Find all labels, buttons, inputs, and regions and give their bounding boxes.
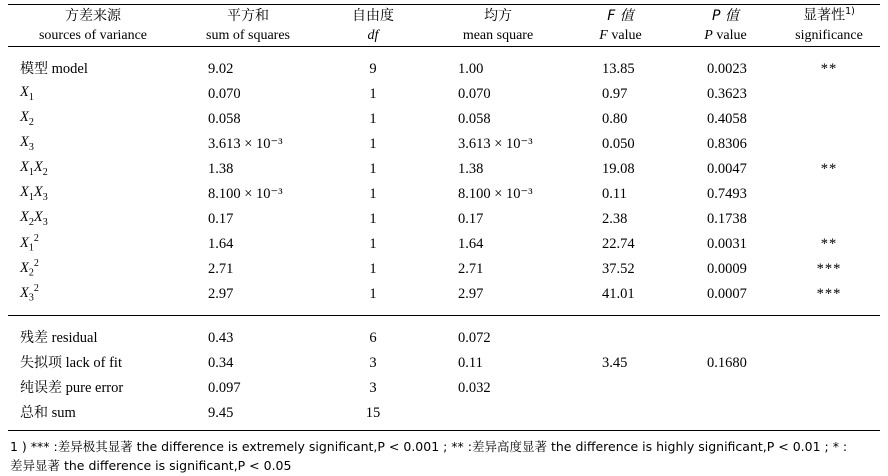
row-sig: *** — [816, 285, 842, 302]
row-source — [8, 400, 178, 425]
table-row — [8, 400, 880, 425]
row-var2-sub: 2 — [42, 166, 48, 178]
header-en-sig: significance — [795, 27, 863, 43]
row-source — [8, 181, 178, 206]
header-en-source: sources of variance — [38, 27, 148, 43]
header-cn-df: 自由度 — [352, 7, 394, 24]
row-ms: 0.17 — [458, 210, 484, 227]
header-cell-source — [8, 5, 178, 47]
row-source — [8, 325, 178, 350]
row-p — [673, 375, 778, 400]
row-source — [8, 350, 178, 375]
row-ss: 2.97 — [208, 285, 234, 302]
row-ms: 1.64 — [458, 235, 484, 252]
row-var-sub: 1 — [28, 166, 34, 178]
row-source — [8, 106, 178, 131]
row-ms: 0.070 — [458, 85, 491, 102]
row-var: X — [20, 208, 29, 225]
table-footnote — [8, 438, 880, 476]
table-bottom-rule — [8, 425, 880, 431]
row-p: 0.0007 — [707, 285, 747, 302]
row-df: 9 — [369, 60, 377, 77]
row-f: 13.85 — [602, 60, 635, 77]
anova-table — [8, 4, 880, 431]
row-source-en: sum — [51, 404, 76, 421]
row-var2: X — [33, 183, 43, 200]
spacer — [8, 47, 880, 57]
row-var: X — [20, 133, 29, 150]
row-sig — [778, 206, 880, 231]
row-ss: 1.64 — [208, 235, 234, 252]
row-var-sub: 2 — [28, 267, 34, 279]
row-ss: 3.613 × 10⁻³ — [208, 135, 283, 152]
row-var-pow: 2 — [33, 232, 39, 244]
row-f: 22.74 — [602, 235, 635, 252]
table-row — [8, 231, 880, 256]
row-source-cn: 纯误差 — [20, 379, 62, 396]
row-sig — [778, 325, 880, 350]
row-df: 1 — [369, 110, 377, 127]
row-ss: 0.34 — [208, 354, 234, 371]
row-f: 0.11 — [602, 185, 627, 202]
row-ms: 0.032 — [458, 379, 491, 396]
header-cell-sig — [778, 5, 880, 47]
row-var-sub: 2 — [28, 116, 34, 128]
row-sig — [778, 81, 880, 106]
row-f — [568, 375, 673, 400]
row-var2-sub: 3 — [42, 191, 48, 203]
header-en-ss: sum of squares — [206, 27, 290, 43]
header-cn-source: 方差来源 — [65, 7, 121, 24]
table-row — [8, 56, 880, 81]
row-ss: 2.71 — [208, 260, 234, 277]
row-ms: 0.072 — [458, 329, 491, 346]
row-f: 2.38 — [602, 210, 628, 227]
row-ss: 8.100 × 10⁻³ — [208, 185, 283, 202]
table-row — [8, 281, 880, 306]
table-row — [8, 325, 880, 350]
row-source — [8, 81, 178, 106]
row-f — [568, 325, 673, 350]
header-en-f: F value — [599, 27, 642, 43]
row-f: 0.97 — [602, 85, 628, 102]
header-cn-ss: 平方和 — [227, 7, 269, 24]
row-source-cn: 模型 — [20, 60, 48, 77]
header-cell-df — [318, 5, 428, 47]
header-cn-sig: 显著性$^{1)}$ — [803, 6, 855, 24]
row-source-en: lack of fit — [65, 354, 122, 371]
row-source-cn: 失拟项 — [20, 354, 62, 371]
row-p — [673, 325, 778, 350]
row-ss: 0.070 — [208, 85, 241, 102]
row-p: 0.0047 — [707, 160, 747, 177]
table-row — [8, 81, 880, 106]
row-f — [568, 400, 673, 425]
row-ms: 1.38 — [458, 160, 484, 177]
row-source — [8, 56, 178, 81]
row-ms: 2.97 — [458, 285, 484, 302]
row-var-pow: 2 — [33, 257, 39, 269]
footnote-line-2: 差异显著 the difference is significant,P < 0.05 — [10, 458, 292, 473]
table-row — [8, 156, 880, 181]
row-ms: 0.058 — [458, 110, 491, 127]
row-p: 0.7493 — [707, 185, 747, 202]
row-sig: ** — [820, 160, 838, 177]
row-ss: 0.43 — [208, 329, 234, 346]
row-var-sub: 1 — [28, 242, 34, 254]
row-sig — [778, 181, 880, 206]
row-p: 0.0009 — [707, 260, 747, 277]
row-sig — [778, 350, 880, 375]
row-source-cn: 总和 — [20, 404, 48, 421]
header-cell-p — [673, 5, 778, 47]
row-p: 0.0031 — [707, 235, 747, 252]
row-f: 19.08 — [602, 160, 635, 177]
row-ss: 0.097 — [208, 379, 241, 396]
row-source — [8, 256, 178, 281]
row-sig — [778, 106, 880, 131]
header-cell-ss — [178, 5, 318, 47]
row-df: 3 — [369, 379, 377, 396]
row-source — [8, 131, 178, 156]
row-var-sub: 1 — [28, 191, 34, 203]
header-en-ms: mean square — [462, 27, 534, 43]
section-rule — [8, 316, 880, 326]
table-body-residual — [8, 316, 880, 431]
row-df: 1 — [369, 185, 377, 202]
row-df: 6 — [369, 329, 377, 346]
row-source-en: model — [51, 60, 88, 77]
header-cell-ms — [428, 5, 568, 47]
row-var-sub: 1 — [28, 91, 34, 103]
table-row — [8, 206, 880, 231]
row-sig — [778, 400, 880, 425]
table-row — [8, 181, 880, 206]
spacer — [8, 306, 880, 316]
row-f: 41.01 — [602, 285, 635, 302]
row-ms: 1.00 — [458, 60, 484, 77]
row-source-en: residual — [51, 329, 98, 346]
row-sig — [778, 375, 880, 400]
row-var2-sub: 3 — [42, 216, 48, 228]
table-row — [8, 131, 880, 156]
row-var2: X — [33, 208, 43, 225]
row-df: 1 — [369, 285, 377, 302]
row-ms: 8.100 × 10⁻³ — [458, 185, 533, 202]
row-f: 3.45 — [602, 354, 628, 371]
row-p: 0.1680 — [707, 354, 747, 371]
header-en-df: df — [367, 27, 379, 43]
row-ms: 2.71 — [458, 260, 484, 277]
row-var: X — [20, 83, 29, 100]
row-sig: ** — [820, 235, 838, 252]
row-df: 15 — [365, 404, 381, 421]
row-f: 37.52 — [602, 260, 635, 277]
row-source — [8, 375, 178, 400]
row-p: 0.3623 — [707, 85, 747, 102]
row-var: X — [20, 259, 29, 276]
header-sup-sig: 1) — [845, 6, 855, 17]
header-cell-f — [568, 5, 673, 47]
table-row — [8, 350, 880, 375]
row-ms: 0.11 — [458, 354, 483, 371]
row-var: X — [20, 158, 29, 175]
row-df: 1 — [369, 260, 377, 277]
table-row — [8, 106, 880, 131]
row-df: 1 — [369, 235, 377, 252]
header-en-p: P value — [704, 27, 747, 43]
row-source — [8, 231, 178, 256]
row-var2: X — [33, 158, 43, 175]
row-ss: 9.45 — [208, 404, 234, 421]
row-source-cn: 残差 — [20, 329, 48, 346]
row-ss: 1.38 — [208, 160, 234, 177]
row-source — [8, 156, 178, 181]
row-sig — [778, 131, 880, 156]
row-ms: 3.613 × 10⁻³ — [458, 135, 533, 152]
row-p: 0.1738 — [707, 210, 747, 227]
table-row — [8, 375, 880, 400]
row-p: 0.4058 — [707, 110, 747, 127]
row-var: X — [20, 183, 29, 200]
row-f: 0.050 — [602, 135, 635, 152]
row-ss: 9.02 — [208, 60, 234, 77]
header-cn-ms: 均方 — [484, 7, 512, 24]
row-df: 1 — [369, 210, 377, 227]
footnote-line-1: 1 ) *** :差异极其显著 the difference is extremely significant,P < 0.001 ; ** :差异高度显著 the difference is highly significant,P < 0.01 ; * : — [10, 439, 848, 455]
row-df: 3 — [369, 354, 377, 371]
row-ss: 0.17 — [208, 210, 234, 227]
row-var-pow: 2 — [33, 282, 39, 294]
header-cn-f: F 值 — [607, 7, 634, 24]
row-ms — [428, 400, 568, 425]
row-p: 0.8306 — [707, 135, 747, 152]
row-var-sub: 3 — [28, 292, 34, 304]
row-source — [8, 206, 178, 231]
header-cn-p: P 值 — [712, 7, 739, 24]
row-var: X — [20, 284, 29, 301]
row-source — [8, 281, 178, 306]
row-df: 1 — [369, 160, 377, 177]
row-df: 1 — [369, 85, 377, 102]
row-var-sub: 3 — [28, 141, 34, 153]
row-source-en: pure error — [65, 379, 124, 396]
row-p — [673, 400, 778, 425]
row-var: X — [20, 108, 29, 125]
row-sig: *** — [816, 260, 842, 277]
row-sig: ** — [820, 60, 838, 77]
table-header — [8, 5, 880, 47]
row-var: X — [20, 234, 29, 251]
row-ss: 0.058 — [208, 110, 241, 127]
row-var-sub: 2 — [28, 216, 34, 228]
row-p: 0.0023 — [707, 60, 747, 77]
table-row — [8, 256, 880, 281]
header-row — [8, 5, 880, 47]
row-f: 0.80 — [602, 110, 628, 127]
anova-table-page — [0, 4, 888, 473]
row-df: 1 — [369, 135, 377, 152]
table-body-main — [8, 47, 880, 316]
